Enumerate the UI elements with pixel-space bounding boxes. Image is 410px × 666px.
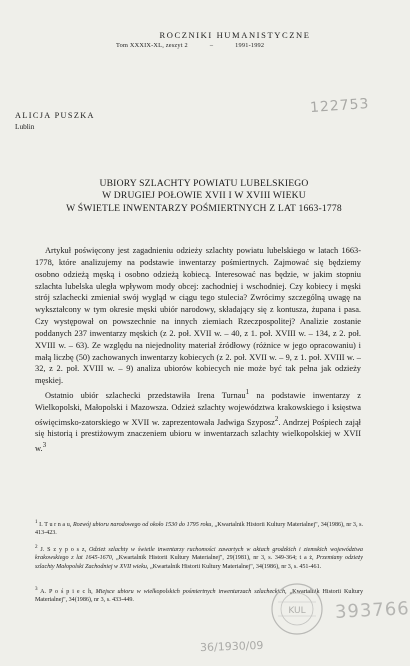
paragraph: Artykuł poświęcony jest zagadnieniu odzieży szlachty powiatu lubelskiego w latach 1663-1778, które analizujemy na podstawie inwentarzy pośmiertnych. Zajmować się będziemy osobno odzieżą męską i osobno odzieżą kobiecą. Interesować nas będzie, w jakim stopniu szlachta lubelska uległa wpływom mody obcej: zachodniej i wschodniej. Czy kobiecy i męski strój szlachecki zmieniał swój wygląd w ciągu tego stulecia? Zwrócimy szczególną uwagę na wykształcony w tym okresie męski ubiór narodowy, składający się z kontusza, żupana i pasa. Czy występował on powszechnie na innych ziemiach Rzeczpospolitej? Analizie zostanie poddanych 237 inwentarzy męskich (z 2. poł. XVII w. – 40, z 1. poł. XVIII w. – 134, z 2. poł. XVIII w. – 63). Ze względu na niejednolity materiał źródłowy (różnice w jego opracowaniu) i małą liczbę (50) zachowanych inwentarzy kobiecych (z 2. poł. XVII w. – 9, z 1. poł. XVIII w. – 32, z 2. poł. XVIII w. – 9) analiza ubiorów kobiecych nie może być tak pełna jak odzieży męskiej. (35, 246, 361, 386)
title-line: W ŚWIETLE INWENTARZY POŚMIERTNYCH Z LAT 1663-1778 (66, 202, 342, 214)
journal-issue-line (116, 42, 366, 49)
footnote-source: „Kwartalnik Historii Kultury Materialnej", 34(1986), nr 3, s. 451-461. (149, 563, 322, 570)
handwritten-number: 122753 (309, 95, 370, 117)
footnote-title: Przemiany odzieży szlachty Małopolski Zachodniej w XVII wieku, (35, 555, 363, 570)
footnote-source: „Kwartalnik Historii Kultury Materialnej", 29(1981), nr 3, s. 349-364; t a ż, (116, 555, 314, 562)
author-name: ALICJA PUSZKA (15, 111, 95, 120)
paragraph-text: na podstawie inwentarzy z Wielkopolski, Małopolski i Mazowsza. Odzież szlachty województwa krakowskiego i księstwa oświęcimsko-zatorskiego w XVII w. zaprezentowała Jadwiga Szyposz (35, 390, 361, 427)
paragraph (35, 387, 361, 455)
footnote-number: 1 (35, 519, 38, 525)
footnote-ref[interactable]: 2 (274, 414, 279, 423)
shelf-mark: 36/1930/09 (199, 638, 264, 655)
article-title (8, 178, 400, 215)
call-number: 393766 (334, 598, 410, 623)
footnote-source: „Kwartalnik Historii Kultury Materialnej", 34(1986), nr 3, s. 433-449. (35, 589, 363, 604)
paragraph-text: Ostatnio ubiór szlachecki przedstawiła Irena Turnau (45, 390, 246, 400)
article-body (35, 245, 361, 455)
footnote-ref[interactable]: 3 (42, 441, 47, 450)
footnote (35, 543, 363, 571)
footnote-title: Miejsce ubioru w wielkopolskich pośmiertnych inwentarzach szlacheckich, (95, 589, 287, 596)
footnote-ref[interactable]: 1 (245, 388, 250, 397)
footnote-author: I. T u r n a u, (39, 522, 72, 529)
title-line: W DRUGIEJ POŁOWIE XVII I W XVIII WIEKU (102, 190, 306, 202)
journal-name: ROCZNIKI HUMANISTYCZNE (159, 30, 311, 40)
footnote-number: 2 (35, 544, 38, 550)
footnote-title: Rozwój ubioru narodowego od około 1530 do 1795 roku, (72, 522, 213, 529)
svg-text:KUL: KUL (288, 606, 306, 616)
journal-years: 1991-1992 (235, 42, 265, 49)
library-stamp-icon (268, 580, 326, 638)
footnote-title: Odzież szlachty w świetle inwentarzy ruchomości zawartych w aktach grodzkich i ziemskich województwa krakowskiego z lat 1645-1670, (35, 547, 363, 562)
journal-dash: – (209, 42, 214, 49)
footnote (35, 518, 363, 538)
title-line: UBIORY SZLACHTY POWIATU LUBELSKIEGO (99, 178, 309, 189)
footnote-author: J. S z y p o s z, (40, 547, 87, 554)
footnote-source: „Kwartalnik Historii Kultury Materialnej", 34(1986), nr 3, s. 413-423. (35, 522, 363, 537)
footnote-author: A. P o ś p i e c h, (40, 589, 93, 596)
author-affiliation: Lublin (15, 122, 35, 131)
paragraph-text: . Andrzej Pośpiech zajął się historią i prestiżowym znaczeniem ubioru w inwentarzach szlachty wielkopolskiej w XVII w. (35, 417, 361, 453)
journal-volume: Tom XXXIX-XL, zeszyt 2 (116, 42, 188, 49)
footnote-number: 3 (35, 586, 38, 592)
